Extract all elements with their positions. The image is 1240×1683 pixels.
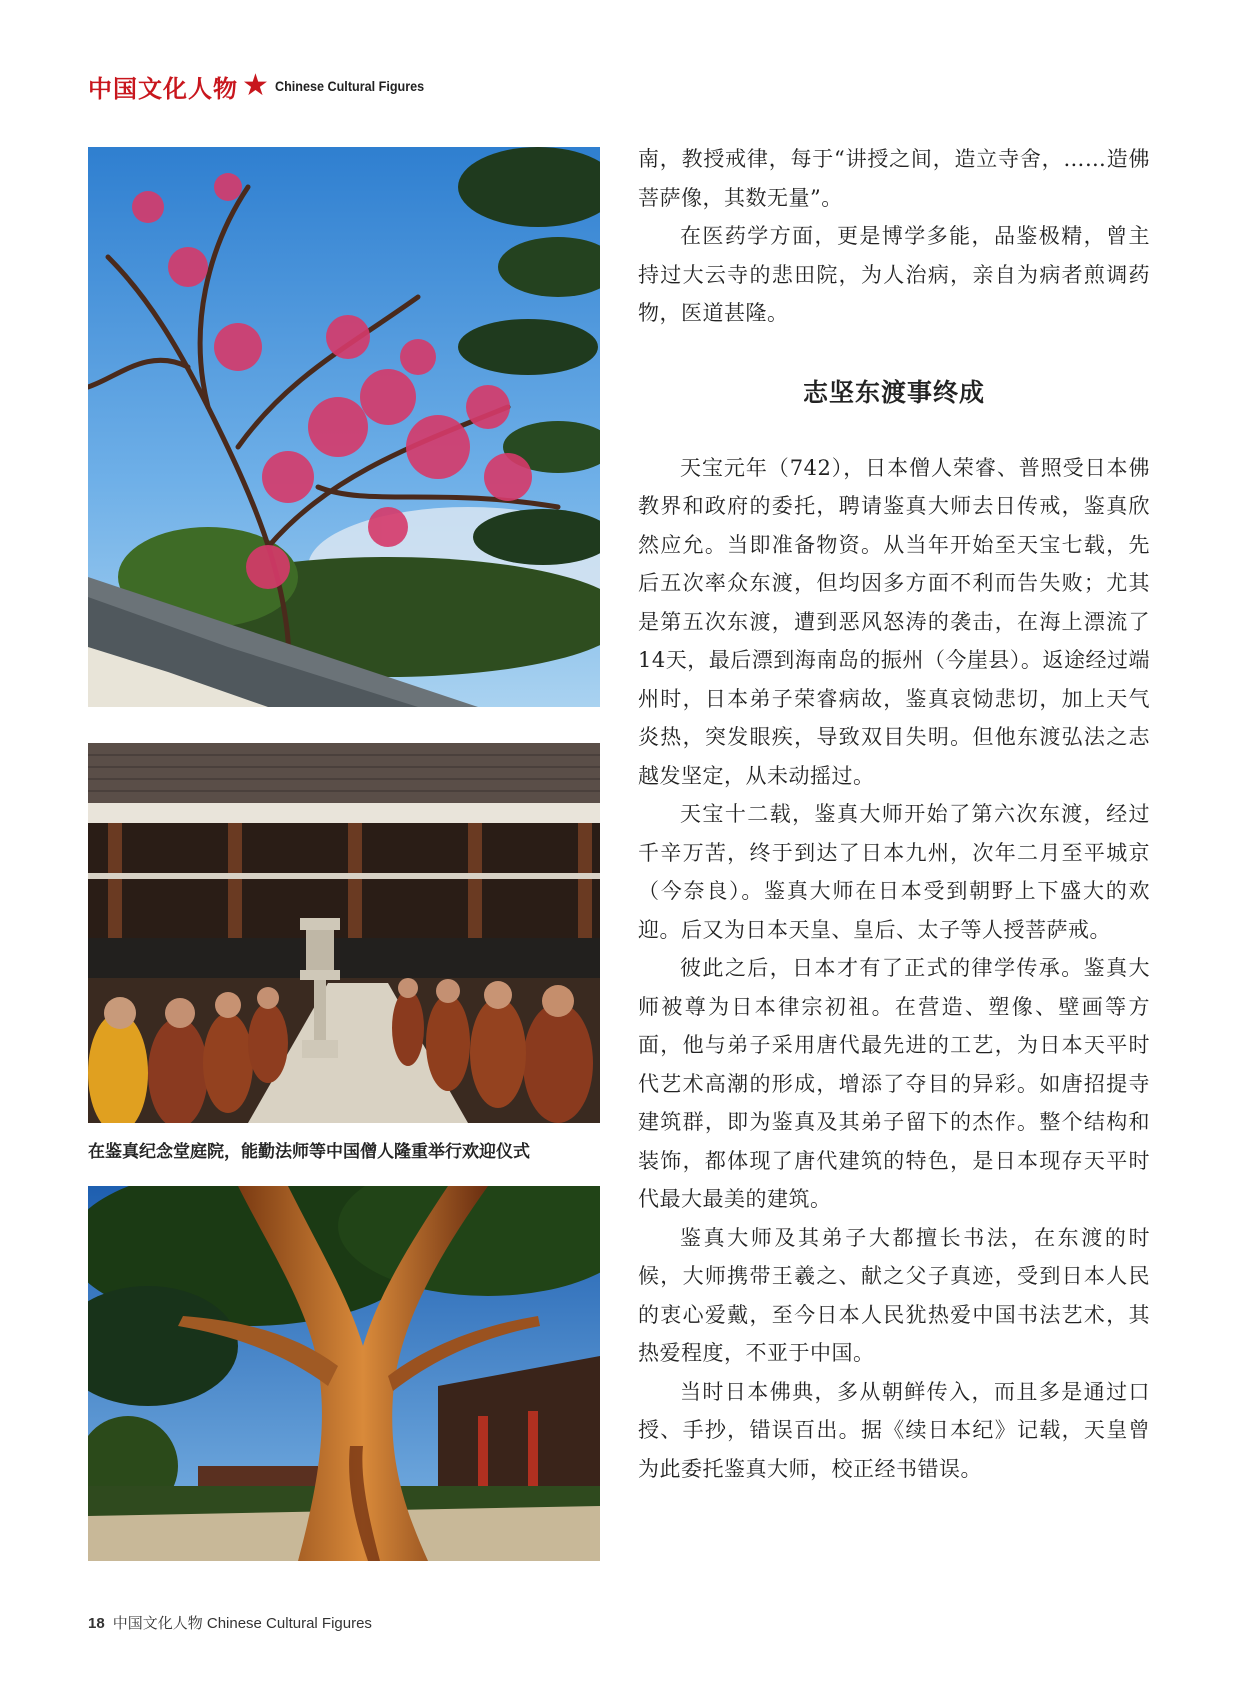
- star-icon: ★: [242, 68, 269, 103]
- page-footer: [88, 1612, 372, 1633]
- article-paragraph: 当时日本佛典，多从朝鲜传入，而且多是通过口授、手抄，错误百出。据《续日本纪》记载，天皇曾为此委托鉴真大师，校正经书错误。: [638, 1379, 1150, 1481]
- article-paragraph: 彼此之后，日本才有了正式的律学传承。鉴真大师被尊为日本律宗初祖。在营造、塑像、壁画等方面，他与弟子采用唐代最先进的工艺，为日本天平时代艺术高潮的形成，增添了夺目的异彩。如唐招提寺建筑群，即为鉴真及其弟子留下的杰作。整个结构和装饰，都体现了唐代建筑的特色，是日本现存天平时代最大最美的建筑。: [638, 956, 1150, 1211]
- monks-ceremony-photo: [88, 743, 600, 1123]
- footer-text: 中国文化人物 Chinese Cultural Figures: [112, 1615, 372, 1632]
- magazine-header: [88, 70, 441, 102]
- article-paragraph: 鉴真大师及其弟子大都擅长书法，在东渡的时候，大师携带王羲之、献之父子真迹，受到日本人民的衷心爱戴，至今日本人民犹热爱中国书法艺术，其热爱程度，不亚于中国。: [638, 1225, 1150, 1365]
- section-heading: 志坚东渡事终成: [802, 377, 985, 407]
- article-paragraph: 天宝元年（742），日本僧人荣睿、普照受日本佛教界和政府的委托，聘请鉴真大师去日传戒，鉴真欣然应允。当即准备物资。从当年开始至天宝七载，先后五次率众东渡，但均因多方面不利而告失败；尤其是第五次东渡，遭到恶风怒涛的袭击，在海上漂流了14天，最后漂到海南岛的振州（今崖县）。返途经过端州时，日本弟子荣睿病故，鉴真哀恸悲切，加上天气炎热，突发眼疾，导致双目失明。但他东渡弘法之志越发坚定，从未动摇过。: [638, 455, 1150, 788]
- photo-caption: 在鉴真纪念堂庭院，能勤法师等中国僧人隆重举行欢迎仪式: [88, 1142, 530, 1162]
- header-title-cn: 中国文化人物: [88, 73, 238, 103]
- article-body: [638, 140, 1150, 1488]
- article-paragraph: 在医药学方面，更是博学多能，品鉴极精，曾主持过大云寺的悲田院，为人治病，亲自为病者煎调药物，医道甚隆。: [638, 224, 1150, 325]
- header-title-en: Chinese Cultural Figures: [274, 78, 425, 94]
- page-number: 18: [88, 1615, 105, 1632]
- ancient-tree-photo: [88, 1186, 600, 1561]
- article-paragraph: 天宝十二载，鉴真大师开始了第六次东渡，经过千辛万苦，终于到达了日本九州，次年二月至平城京（今奈良）。鉴真大师在日本受到朝野上下盛大的欢迎。后又为日本天皇、皇后、太子等人授菩萨戒。: [638, 802, 1150, 942]
- plum-blossom-photo: [88, 147, 600, 707]
- article-paragraph: 南，教授戒律，每于“讲授之间，造立寺舍，……造佛菩萨像，其数无量”。: [638, 147, 1150, 210]
